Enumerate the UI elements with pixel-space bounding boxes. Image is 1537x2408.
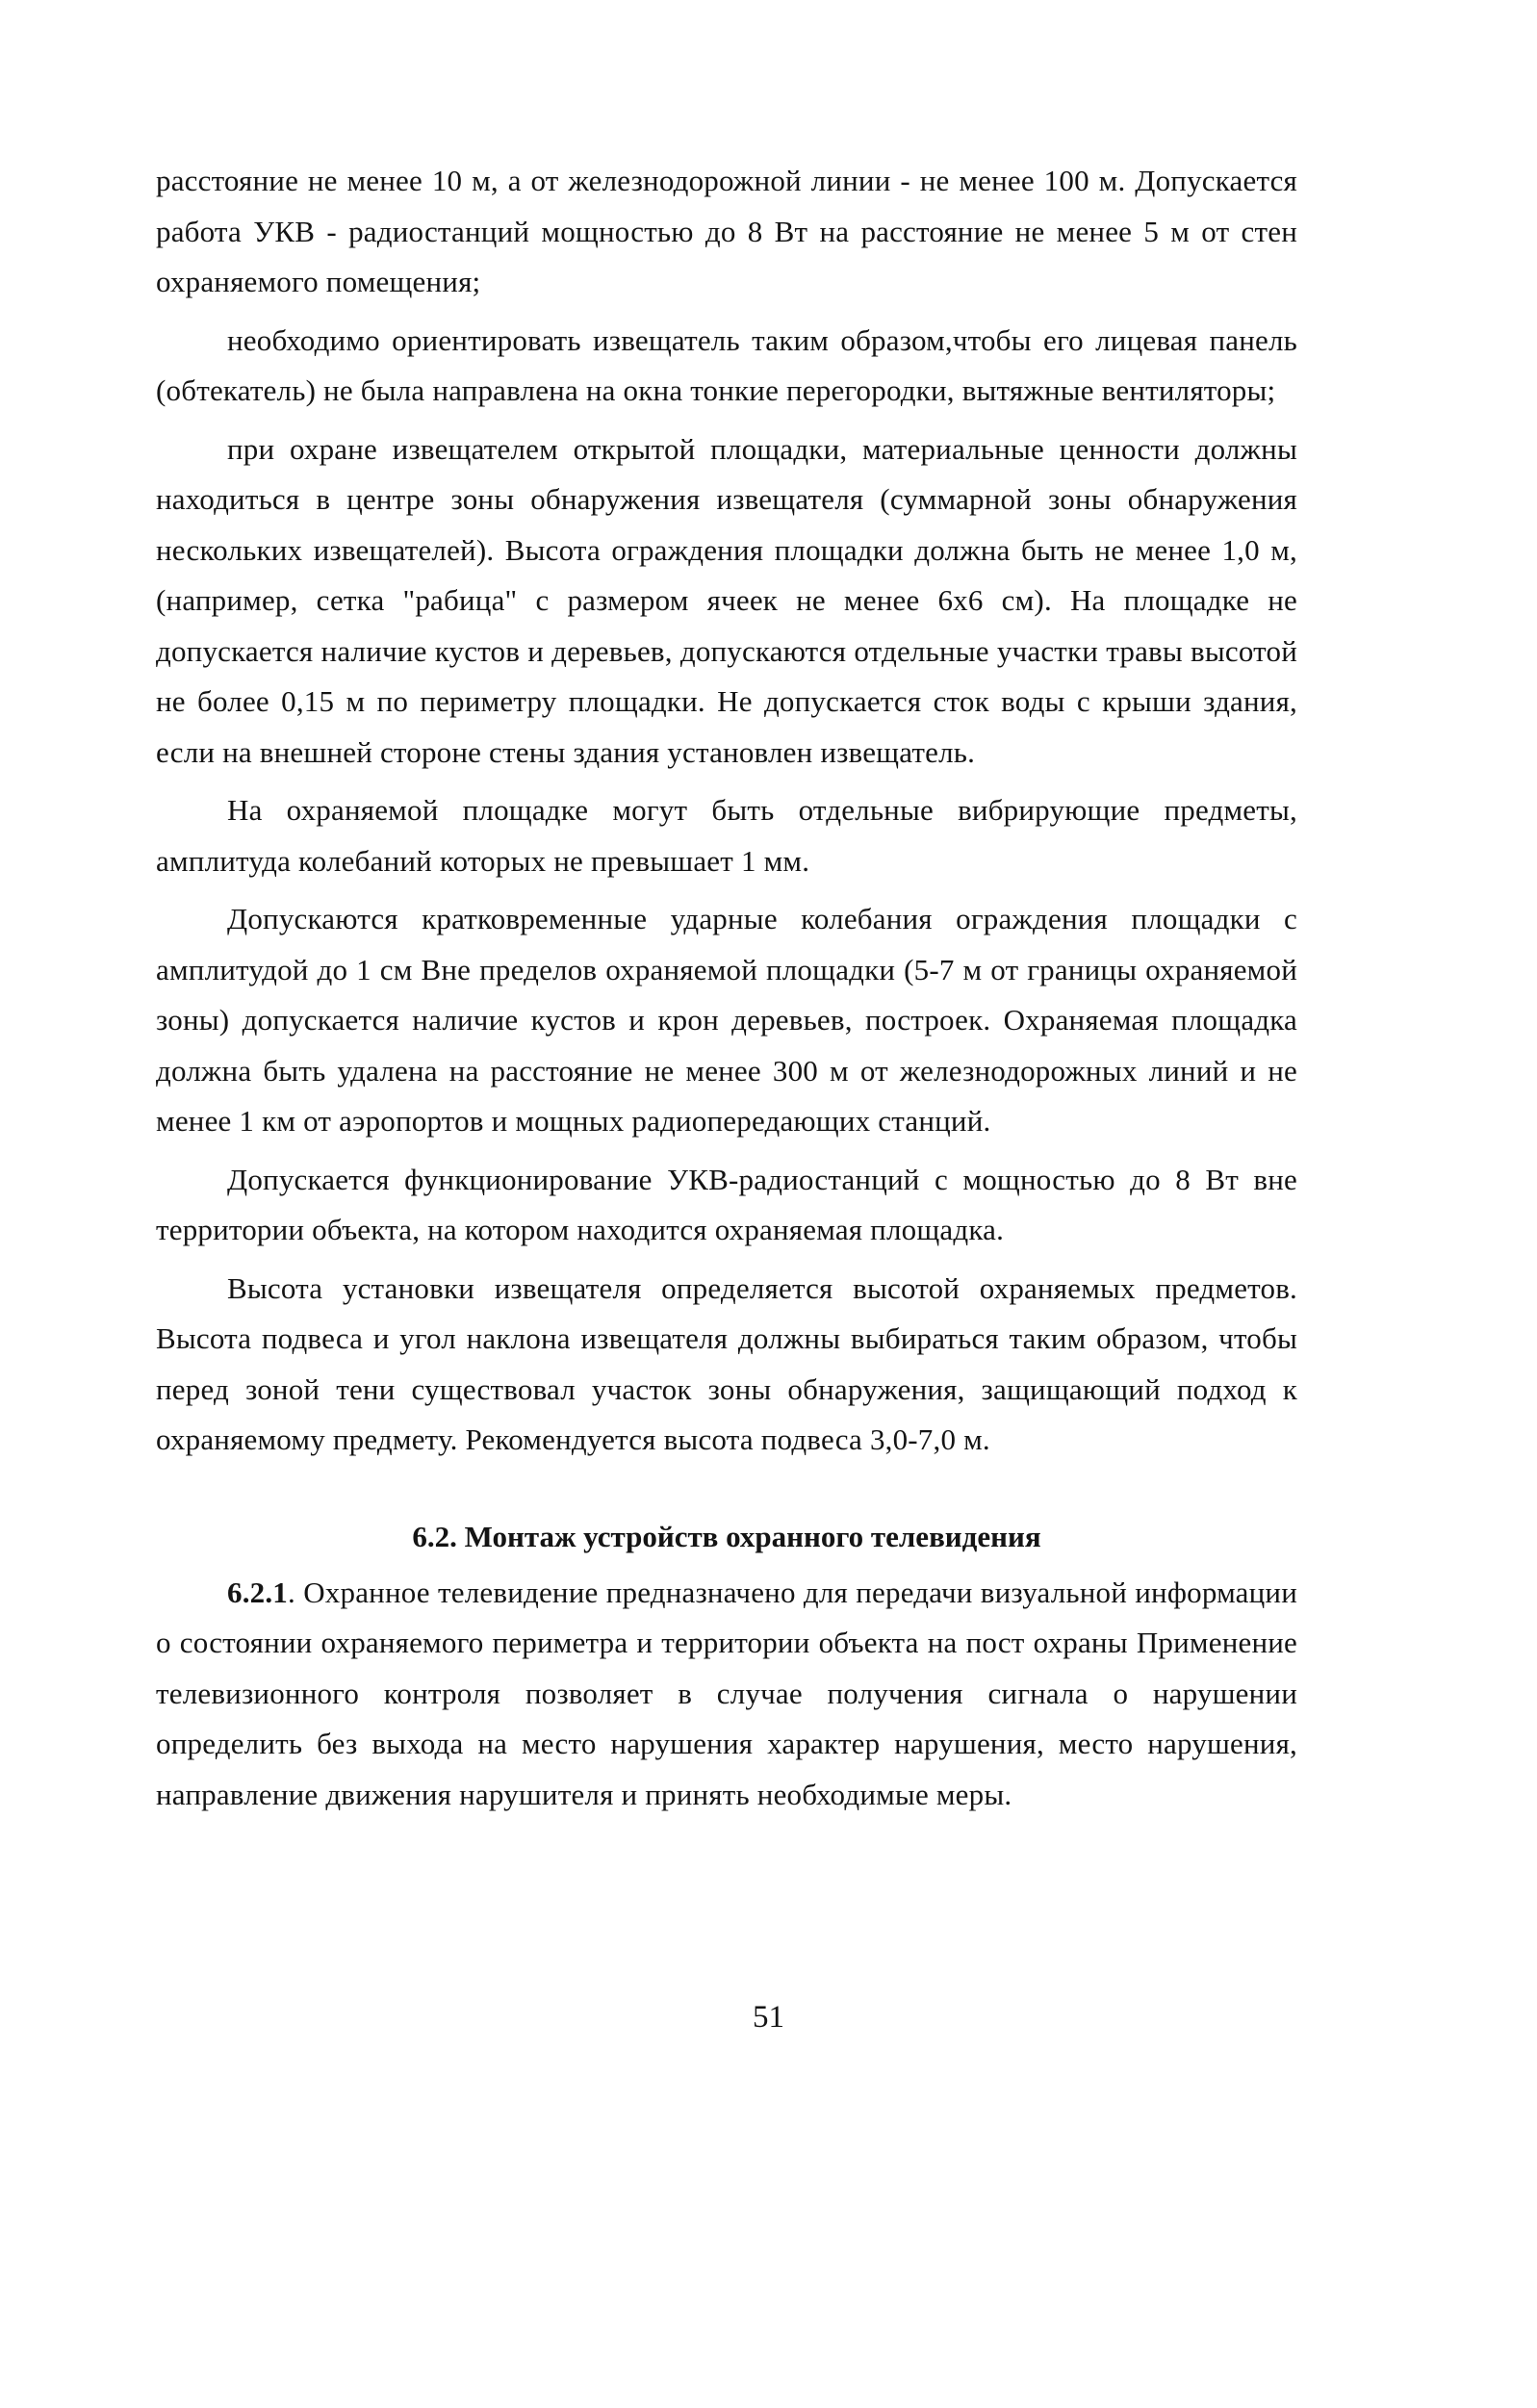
paragraph-6: Допускается функционирование УКВ-радиостанций с мощностью до 8 Вт вне территории объекта, на котором находится охраняемая площадка. <box>156 1162 1297 1246</box>
section-heading: 6.2. Монтаж устройств охранного телевидения <box>412 1519 1041 1553</box>
paragraph-7: Высота установки извещателя определяется высотой охраняемых предметов. Высота подвеса и угол наклона извещателя должны выбираться таким образом, чтобы перед зоной тени существовал участок зоны обнаружения, защищающий подход к охраняемому предмету. Рекомендуется высота подвеса 3,0-7,0 м. <box>156 1270 1297 1456</box>
page-number: 51 <box>753 2000 784 2035</box>
subsection-text: . Охранное телевидение предназначено для передачи визуальной информации о состоянии охраняемого периметра и территории объекта на пост охраны Применение телевизионного контроля позволяет в случае получения сигнала о нарушении определить без выхода на место нарушения характер нарушения, место нарушения, направление движения нарушителя и принять необходимые меры. <box>156 1575 1297 1811</box>
page-body <box>156 156 1297 1828</box>
paragraph-2: необходимо ориентировать извещатель таким образом,чтобы его лицевая панель (обтекатель) не была направлена на окна тонкие перегородки, вытяжные вентиляторы; <box>156 322 1297 407</box>
paragraph-4: На охраняемой площадке могут быть отдельные вибрирующие предметы, амплитуда колебаний которых не превышает 1 мм. <box>156 793 1297 878</box>
paragraph-3: при охране извещателем открытой площадки, материальные ценности должны находиться в центре зоны обнаружения извещателя (суммарной зоны обнаружения нескольких извещателей). Высота ограждения площадки должна быть не менее 1,0 м, (например, сетка "рабица" с размером ячеек не менее 6х6 см). На площадке не допускается наличие кустов и деревьев, допускаются отдельные участки травы высотой не более 0,15 м по периметру площадки. Не допускается сток воды с крыши здания, если на внешней стороне стены здания установлен извещатель. <box>156 431 1297 769</box>
paragraph-5: Допускаются кратковременные ударные колебания ограждения площадки с амплитудой до 1 см Вне пределов охраняемой площадки (5-7 м от границы охраняемой зоны) допускается наличие кустов и крон деревьев, построек. Охраняемая площадка должна быть удалена на расстояние не менее 300 м от железнодорожных линий и не менее 1 км от аэропортов и мощных радиопередающих станций. <box>156 902 1297 1138</box>
subsection-number: 6.2.1 <box>227 1575 288 1609</box>
paragraph-1: расстояние не менее 10 м, а от железнодорожной линии - не менее 100 м. Допускается работа УКВ - радиостанций мощностью до 8 Вт на расстояние не менее 5 м от стен охраняемого помещения; <box>156 164 1297 298</box>
subsection-paragraph <box>156 1568 1297 1821</box>
